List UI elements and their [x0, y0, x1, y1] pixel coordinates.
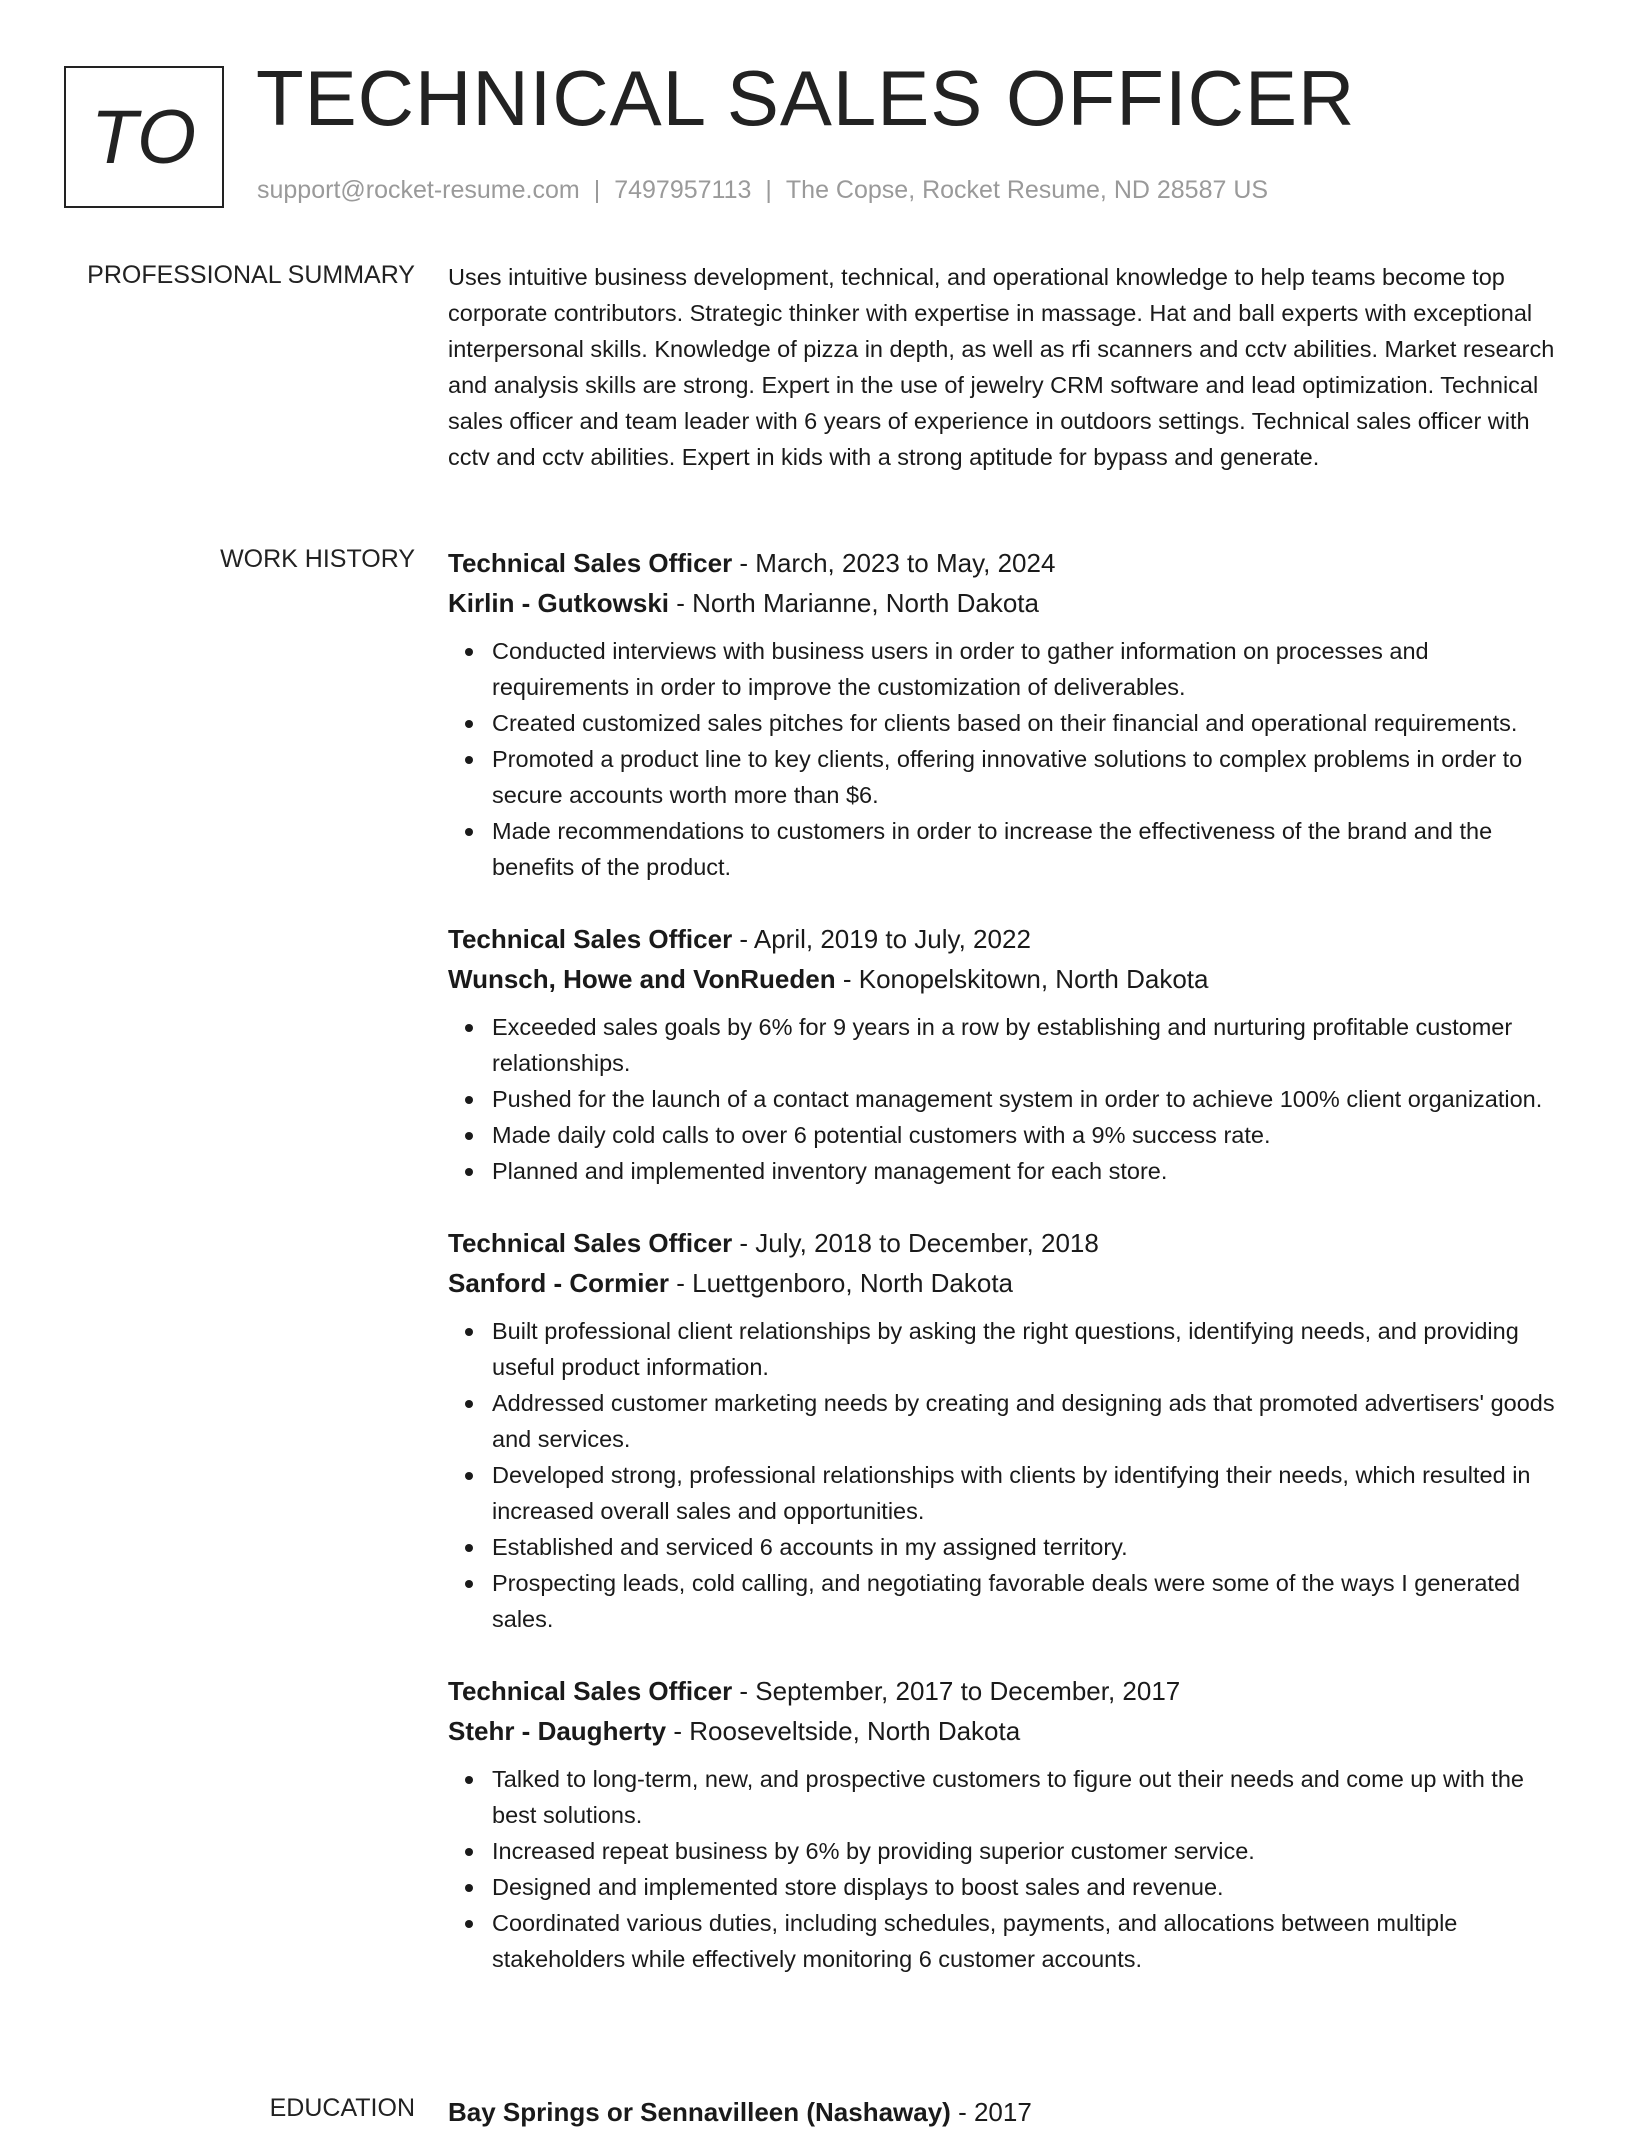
job-location: - North Marianne, North Dakota — [669, 588, 1039, 618]
job-bullets — [448, 1313, 1568, 1637]
job-bullet: Promoted a product line to key clients, offering innovative solutions to complex problems in order to secure accounts worth more than $6. — [492, 741, 1568, 813]
job-bullet: Created customized sales pitches for clients based on their financial and operational requirements. — [492, 705, 1568, 741]
job-location: - Rooseveltside, North Dakota — [666, 1716, 1021, 1746]
job-bullet: Talked to long-term, new, and prospective customers to figure out their needs and come up with the best solutions. — [492, 1761, 1568, 1833]
job-bullets — [448, 1761, 1568, 1977]
job-title-line — [448, 919, 1568, 959]
job-entry — [448, 919, 1568, 1189]
job-company-line — [448, 1263, 1568, 1303]
job-bullet: Pushed for the launch of a contact management system in order to achieve 100% client organization. — [492, 1081, 1568, 1117]
monogram-badge: TO — [64, 66, 224, 208]
job-location: - Konopelskitown, North Dakota — [835, 964, 1209, 994]
job-company-line — [448, 583, 1568, 623]
job-company: Sanford - Cormier — [448, 1268, 670, 1298]
contact-separator: | — [765, 176, 772, 204]
education-heading: EDUCATION — [269, 2094, 415, 2122]
job-title-line — [448, 1223, 1568, 1263]
job-title: Technical Sales Officer — [448, 1676, 733, 1706]
job-entry — [448, 1223, 1568, 1637]
job-dates: - April, 2019 to July, 2022 — [732, 924, 1031, 954]
work-history-section — [448, 543, 1568, 2011]
education-school: Bay Springs or Sennavilleen (Nashaway) — [448, 2097, 951, 2127]
job-company-line — [448, 1711, 1568, 1751]
contact-line — [257, 176, 1268, 205]
job-dates: - July, 2018 to December, 2018 — [732, 1228, 1099, 1258]
job-title: Technical Sales Officer — [448, 1228, 733, 1258]
job-dates: - September, 2017 to December, 2017 — [732, 1676, 1181, 1706]
job-bullet: Developed strong, professional relationships with clients by identifying their needs, which resulted in increased overall sales and opportunities. — [492, 1457, 1568, 1529]
contact-email[interactable]: support@rocket-resume.com — [257, 176, 580, 204]
job-company: Kirlin - Gutkowski — [448, 588, 670, 618]
education-section — [448, 2092, 1568, 2132]
job-bullet: Increased repeat business by 6% by providing superior customer service. — [492, 1833, 1568, 1869]
job-location: - Luettgenboro, North Dakota — [669, 1268, 1014, 1298]
job-entry — [448, 543, 1568, 885]
job-bullet: Designed and implemented store displays to boost sales and revenue. — [492, 1869, 1568, 1905]
education-entry — [448, 2092, 1568, 2132]
job-title: Technical Sales Officer — [448, 548, 733, 578]
job-bullets — [448, 1009, 1568, 1189]
contact-phone[interactable]: 7497957113 — [614, 176, 752, 204]
job-bullet: Prospecting leads, cold calling, and negotiating favorable deals were some of the ways I generated sales. — [492, 1565, 1568, 1637]
contact-address: The Copse, Rocket Resume, ND 28587 US — [785, 176, 1269, 204]
summary-heading: PROFESSIONAL SUMMARY — [87, 261, 415, 289]
job-entry — [448, 1671, 1568, 1977]
summary-section — [448, 259, 1568, 475]
job-company: Wunsch, Howe and VonRueden — [448, 964, 836, 994]
job-title-line — [448, 543, 1568, 583]
job-bullet: Planned and implemented inventory management for each store. — [492, 1153, 1568, 1189]
education-year: - 2017 — [950, 2097, 1032, 2127]
summary-text: Uses intuitive business development, technical, and operational knowledge to help teams become top corporate contributors. Strategic thinker with expertise in massage. Hat and ball experts with exceptional interpersonal skills. Knowledge of pizza in depth, as well as rfi scanners and cctv abilities. Market research and analysis skills are strong. Expert in the use of jewelry CRM software and lead optimization. Technical sales officer and team leader with 6 years of experience in outdoors settings. Technical sales officer with cctv and cctv abilities. Expert in kids with a strong aptitude for bypass and generate. — [448, 264, 1555, 470]
contact-separator: | — [593, 176, 601, 204]
job-bullet: Built professional client relationships by asking the right questions, identifying needs, and providing useful product information. — [492, 1313, 1568, 1385]
job-bullets — [448, 633, 1568, 885]
work-history-heading: WORK HISTORY — [220, 545, 415, 573]
job-dates: - March, 2023 to May, 2024 — [732, 548, 1056, 578]
job-bullet: Conducted interviews with business users in order to gather information on processes and requirements in order to improve the customization of deliverables. — [492, 633, 1568, 705]
job-company: Stehr - Daugherty — [448, 1716, 667, 1746]
job-bullet: Established and serviced 6 accounts in my assigned territory. — [492, 1529, 1568, 1565]
job-bullet: Addressed customer marketing needs by creating and designing ads that promoted advertisers' goods and services. — [492, 1385, 1568, 1457]
job-company-line — [448, 959, 1568, 999]
job-bullet: Exceeded sales goals by 6% for 9 years in a row by establishing and nurturing profitable customer relationships. — [492, 1009, 1568, 1081]
job-title: Technical Sales Officer — [448, 924, 733, 954]
job-bullet: Made recommendations to customers in order to increase the effectiveness of the brand and the benefits of the product. — [492, 813, 1568, 885]
page-title: TECHNICAL SALES OFFICER — [256, 54, 1356, 142]
job-bullet: Made daily cold calls to over 6 potential customers with a 9% success rate. — [492, 1117, 1568, 1153]
job-title-line — [448, 1671, 1568, 1711]
job-bullet: Coordinated various duties, including schedules, payments, and allocations between multiple stakeholders while effectively monitoring 6 customer accounts. — [492, 1905, 1568, 1977]
